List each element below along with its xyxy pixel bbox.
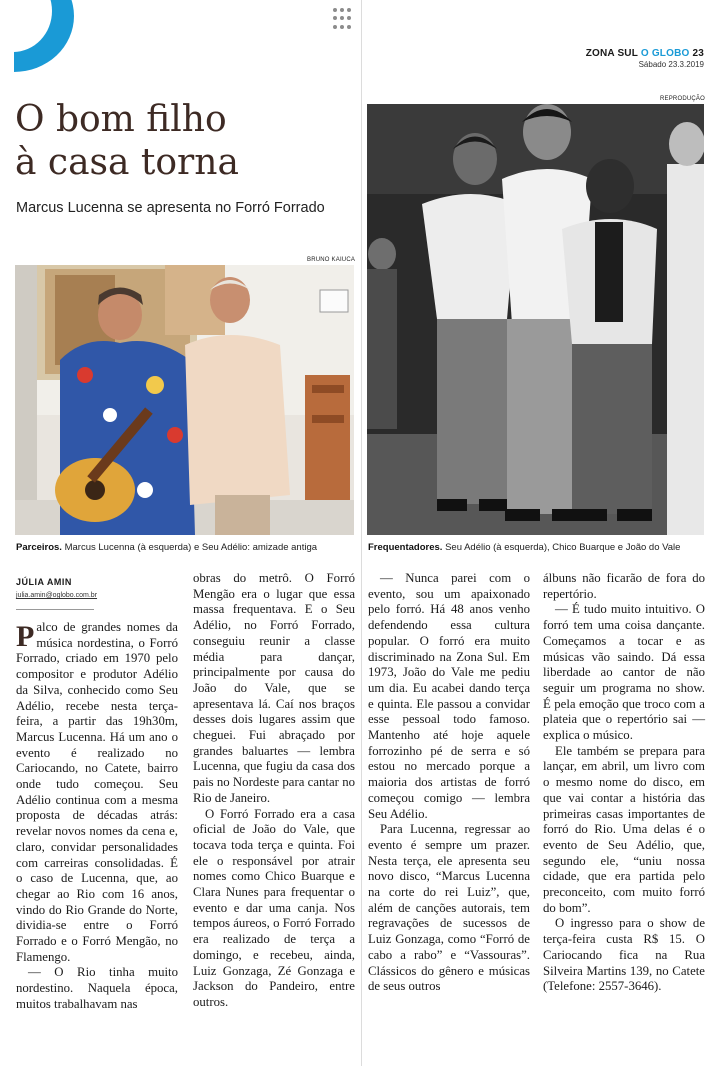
- article-column-4: [543, 571, 705, 995]
- edition-date: Sábado 23.3.2019: [638, 60, 704, 69]
- paper-name: O GLOBO: [640, 48, 690, 59]
- drop-cap: P: [16, 620, 35, 653]
- page-fold-divider: [361, 0, 362, 1066]
- byline: [16, 572, 97, 610]
- photo1-credit: BRUNO KAIUCA: [307, 257, 356, 263]
- article-paragraph: álbuns não ficarão de fora do repertório.: [543, 571, 705, 601]
- article-paragraph: O ingresso para o show de terça-feira custa R$ 15. O Cariocando fica na Rua Silveira Martins 139, no Catete (Telefone: 2557-3646).: [543, 916, 705, 994]
- photo-partners: [15, 265, 354, 535]
- author-email-link[interactable]: julia.amin@oglobo.com.br: [16, 592, 98, 599]
- grid-dots-icon[interactable]: [333, 8, 355, 30]
- article-paragraph: — O Rio tinha muito nordestino. Naquela época, muitos trabalhavam nas: [16, 965, 178, 1011]
- subheadline: Marcus Lucenna se apresenta no Forró Forrado: [16, 200, 325, 216]
- author-name: JÚLIA AMIN: [16, 577, 72, 587]
- photo1-caption: Parceiros. Marcus Lucenna (à esquerda) e Seu Adélio: amizade antiga: [16, 542, 318, 553]
- photo2-caption: Frequentadores. Seu Adélio (à esquerda), Chico Buarque e João do Vale: [368, 542, 681, 553]
- byline-rule: [16, 609, 94, 610]
- article-paragraph: Palco de grandes nomes da música nordestina, o Forró Forrado, criado em 1970 pelo compositor e produtor Adélio da Silva, conhecido como Seu Adélio, recebe nesta terça-feira, a partir das 19h30m, Marcus Lucenna. Há um ano o evento é realizado no Cariocando, no Catete, bairro onde tudo começou. Seu Adélio continua com a mesma proposta de décadas atrás: revelar novos nomes da cena e, claro, convidar personalidades com carreiras consolidadas. É o caso de Lucenna, que, ao chegar ao Rio com 16 anos, vindo do Rio Grande do Norte, dividia-se entre o Forró Forrado e o Forró Mengão, no Flamengo.: [16, 620, 178, 964]
- article-paragraph: — Nunca parei com o evento, sou um apaixonado pelo forró. Há 48 anos venho defendendo essa cultura popular. O forró era muito discriminado na Zona Sul. Em 1973, João do Vale me pediu um dia. Eu acabei dando terça e quinta. Ele passou a convidar esse pessoal todo famoso. Mantenho até hoje aquele forrozinho pé de serra e só estou no mercado porque a maioria dos artistas de forró começou comigo — lembra Seu Adélio.: [368, 571, 530, 821]
- article-paragraph: obras do metrô. O Forró Mengão era o lugar que essa massa frequentava. E o Seu Adélio, no Forró Forrado, conseguiu reunir a classe média para dançar, principalmente por causa do João do Vale, que se apresentava lá. Caí nos braços desses dois lugares assim que cheguei. Fui abraçado por grandes baluartes — lembra Lucenna, que fugiu da casa dos pais no Nordeste para cantar no Rio de Janeiro.: [193, 571, 355, 805]
- article-paragraph: Para Lucenna, regressar ao evento é sempre um prazer. Nesta terça, ele apresenta seu novo disco, “Marcus Lucenna na corte do rei Luiz”, que, além de canções autorais, tem regravações de sucessos de Luiz Gonzaga, como “Forró de cabo a rabo” e “Vassouras”. Clássicos do gênero e músicas de seus outros: [368, 822, 530, 994]
- article-paragraph: — É tudo muito intuitivo. O forró tem uma coisa dançante. Começamos a tocar e as músicas vão saindo. Dá essa liberdade ao cantor de não seguir um programa no show. É pela emoção que troco com a plateia que o repertório sai — explica o músico.: [543, 602, 705, 743]
- section-name: ZONA SUL: [585, 48, 638, 59]
- photo-frequenters: [367, 104, 704, 535]
- page-header: [586, 48, 704, 69]
- headline: O bom filho à casa torna: [15, 99, 239, 183]
- section-decor-arc: [14, 0, 78, 72]
- article-column-3: [368, 571, 530, 995]
- page-number: 23: [692, 48, 704, 59]
- photo2-credit: REPRODUÇÃO: [660, 96, 706, 102]
- article-paragraph: O Forró Forrado era a casa oficial de João do Vale, que tocava toda terça e quinta. Foi ele o responsável por atrair nomes como Chico Buarque e Clara Nunes para frequentar o evento e dar uma canja. Nos tempos áureos, o Forró Forrado era realizado de terça a domingo, e recebeu, ainda, Luiz Gonzaga, Zé Gonzaga e Jackson do Pandeiro, entre outros.: [193, 806, 355, 1009]
- article-column-2: [193, 571, 355, 1011]
- article-paragraph: Ele também se prepara para lançar, em abril, um livro com o mesmo nome do disco, em que vai contar a história das primeiras casas importantes de forró do Rio. Uma delas é o evento de Seu Adélio, que, segundo ele, “uniu nossa cidade, que era partida pelo preconceito, com muito forró do bom”.: [543, 743, 705, 915]
- article-column-1: [16, 620, 178, 1013]
